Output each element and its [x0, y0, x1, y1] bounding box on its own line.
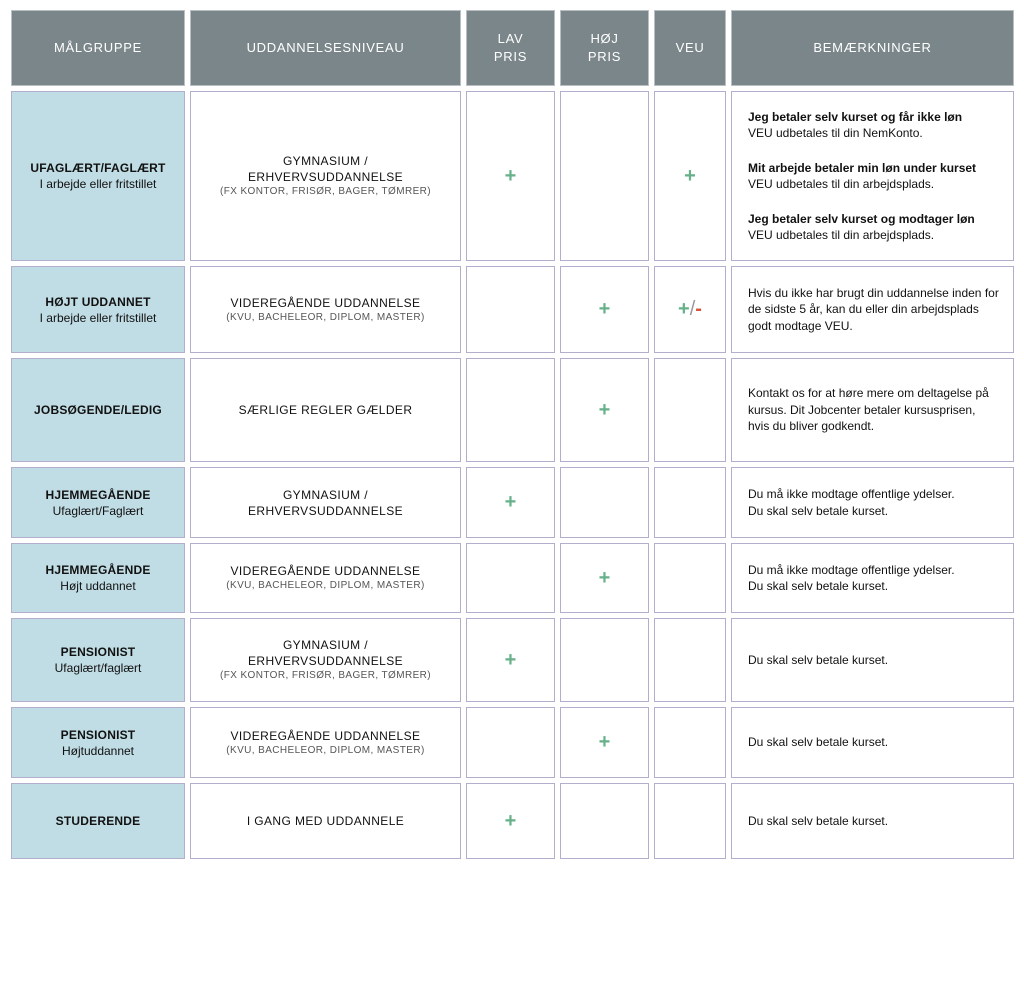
- low-price-cell: [466, 467, 555, 538]
- education-line1: GYMNASIUM /: [282, 638, 369, 652]
- remarks-cell: [731, 618, 1014, 702]
- plus-icon: +: [678, 298, 690, 320]
- table-row: [11, 266, 1014, 353]
- high-price-cell: [560, 543, 649, 613]
- high-price-cell: [560, 266, 649, 353]
- group-title: JOBSØGENDE/LEDIG: [34, 403, 162, 417]
- target-group-cell: [11, 358, 185, 462]
- target-group-cell: [11, 618, 185, 702]
- header-high-price: [560, 10, 649, 86]
- slash-separator: /: [689, 298, 696, 320]
- low-price-cell: [466, 358, 555, 462]
- remark-block: [748, 211, 999, 244]
- low-price-cell: [466, 707, 555, 778]
- header-low-line2: PRIS: [493, 49, 528, 64]
- group-title: PENSIONIST: [60, 645, 136, 659]
- veu-cell: [654, 707, 726, 778]
- remarks-cell: [731, 467, 1014, 538]
- veu-cell: [654, 91, 726, 261]
- header-low-line1: LAV: [497, 31, 524, 46]
- low-price-cell: [466, 618, 555, 702]
- remark-text: Kontakt os for at høre mere om deltagelse på kursus. Dit Jobcenter betaler kursusprisen, hvis du bliver godkendt.: [748, 386, 989, 434]
- veu-cell: [654, 467, 726, 538]
- group-title: HØJT UDDANNET: [45, 294, 151, 309]
- remark-heading: Mit arbejde betaler min løn under kurset: [748, 160, 977, 175]
- remarks-cell: [731, 358, 1014, 462]
- header-high-line2: PRIS: [587, 49, 622, 64]
- remark-text: VEU udbetales til din arbejdsplads.: [748, 228, 935, 242]
- high-price-cell: [560, 707, 649, 778]
- remark-heading: Jeg betaler selv kurset og modtager løn: [748, 211, 975, 226]
- remark-line: Du skal selv betale kurset.: [748, 652, 889, 667]
- header-education-level: [190, 10, 461, 86]
- target-group-cell: [11, 467, 185, 538]
- header-remarks: [731, 10, 1014, 86]
- education-line2: ERHVERVSUDDANNELSE: [247, 503, 404, 518]
- header-target-group: [11, 10, 185, 86]
- header-education-label: UDDANNELSESNIVEAU: [246, 40, 405, 55]
- group-subtitle: I arbejde eller fritstillet: [39, 310, 157, 325]
- target-group-cell: [11, 783, 185, 859]
- veu-cell: [654, 783, 726, 859]
- group-title: STUDERENDE: [55, 814, 141, 828]
- education-line1: GYMNASIUM /: [282, 154, 369, 168]
- remark-line: Du skal selv betale kurset.: [748, 813, 889, 828]
- education-cell: [190, 467, 461, 538]
- header-target-label: MÅLGRUPPE: [54, 40, 142, 55]
- education-line1: SÆRLIGE REGLER GÆLDER: [238, 403, 413, 417]
- education-line1: GYMNASIUM /: [282, 487, 369, 502]
- plus-icon: +: [504, 809, 517, 832]
- table-row: [11, 467, 1014, 538]
- header-veu-label: VEU: [675, 40, 705, 55]
- education-line1: VIDEREGÅENDE UDDANNELSE: [230, 295, 421, 310]
- table-row: [11, 543, 1014, 613]
- remark-block: [748, 109, 999, 142]
- veu-cell: [654, 543, 726, 613]
- remarks-cell: [731, 707, 1014, 778]
- education-cell: [190, 91, 461, 261]
- plus-icon: +: [504, 164, 517, 187]
- target-group-cell: [11, 266, 185, 353]
- table-row: [11, 91, 1014, 261]
- header-remarks-label: BEMÆRKNINGER: [813, 40, 932, 55]
- education-note: (FX KONTOR, FRISØR, BAGER, TØMRER): [219, 670, 432, 681]
- veu-cell: [654, 266, 726, 353]
- remark-heading: Jeg betaler selv kurset og får ikke løn: [748, 109, 963, 124]
- target-group-cell: [11, 543, 185, 613]
- education-line1: VIDEREGÅENDE UDDANNELSE: [230, 564, 421, 578]
- target-group-cell: [11, 707, 185, 778]
- remarks-cell: [731, 543, 1014, 613]
- high-price-cell: [560, 467, 649, 538]
- plus-icon: +: [598, 731, 611, 753]
- header-low-price: [466, 10, 555, 86]
- education-note: (KVU, BACHELEOR, DIPLOM, MASTER): [226, 580, 425, 591]
- education-cell: [190, 783, 461, 859]
- plus-icon: +: [504, 648, 517, 671]
- group-title: HJEMMEGÅENDE: [45, 487, 151, 502]
- high-price-cell: [560, 358, 649, 462]
- veu-price-table: [6, 5, 1019, 864]
- remark-line: Du skal selv betale kurset.: [748, 735, 889, 750]
- group-title: UFAGLÆRT/FAGLÆRT: [30, 161, 166, 175]
- low-price-cell: [466, 91, 555, 261]
- veu-cell: [654, 358, 726, 462]
- education-note: (KVU, BACHELEOR, DIPLOM, MASTER): [226, 744, 425, 756]
- education-line2: ERHVERVSUDDANNELSE: [247, 654, 404, 668]
- high-price-cell: [560, 91, 649, 261]
- low-price-cell: [466, 266, 555, 353]
- table-row: [11, 783, 1014, 859]
- plus-icon: +: [684, 164, 696, 187]
- group-subtitle: I arbejde eller fritstillet: [39, 177, 157, 191]
- remark-text: Hvis du ikke har brugt din uddannelse inden for de sidste 5 år, kan du eller din arbejdsplads godt modtage VEU.: [748, 285, 999, 333]
- table-row: [11, 358, 1014, 462]
- education-note: (FX KONTOR, FRISØR, BAGER, TØMRER): [219, 186, 432, 197]
- low-price-cell: [466, 543, 555, 613]
- plus-icon: +: [598, 566, 611, 589]
- remark-line: Du må ikke modtage offentlige ydelser.: [748, 487, 955, 501]
- remarks-cell: [731, 91, 1014, 261]
- group-subtitle: Højt uddannet: [60, 579, 136, 593]
- education-cell: [190, 707, 461, 778]
- table-row: [11, 618, 1014, 702]
- header-high-line1: HØJ: [590, 31, 619, 46]
- education-cell: [190, 618, 461, 702]
- target-group-cell: [11, 91, 185, 261]
- table-row: [11, 707, 1014, 778]
- education-line1: VIDEREGÅENDE UDDANNELSE: [230, 728, 421, 743]
- education-cell: [190, 266, 461, 353]
- remarks-cell: [731, 266, 1014, 353]
- plus-icon: +: [598, 398, 611, 421]
- education-cell: [190, 358, 461, 462]
- high-price-cell: [560, 783, 649, 859]
- group-title: HJEMMEGÅENDE: [45, 563, 151, 577]
- group-subtitle: Ufaglært/faglært: [54, 661, 142, 675]
- remark-block: [748, 160, 999, 193]
- header-veu: [654, 10, 726, 86]
- education-line1: I GANG MED UDDANNELE: [246, 814, 405, 828]
- remarks-cell: [731, 783, 1014, 859]
- education-note: (KVU, BACHELEOR, DIPLOM, MASTER): [226, 311, 425, 323]
- group-subtitle: Ufaglært/Faglært: [52, 503, 144, 518]
- veu-cell: [654, 618, 726, 702]
- high-price-cell: [560, 618, 649, 702]
- remark-line: Du må ikke modtage offentlige ydelser.: [748, 562, 955, 577]
- remark-line: Du skal selv betale kurset.: [748, 503, 889, 518]
- remark-line: Du skal selv betale kurset.: [748, 579, 889, 593]
- plus-icon: +: [598, 298, 611, 320]
- group-subtitle: Højtuddannet: [61, 743, 135, 758]
- low-price-cell: [466, 783, 555, 859]
- group-title: PENSIONIST: [60, 727, 136, 742]
- header-row: [11, 10, 1014, 86]
- remark-text: VEU udbetales til din NemKonto.: [748, 126, 923, 140]
- remark-text: VEU udbetales til din arbejdsplads.: [748, 177, 935, 191]
- plus-icon: +: [504, 491, 517, 513]
- minus-icon: -: [695, 298, 702, 320]
- education-line2: ERHVERVSUDDANNELSE: [247, 170, 404, 184]
- education-cell: [190, 543, 461, 613]
